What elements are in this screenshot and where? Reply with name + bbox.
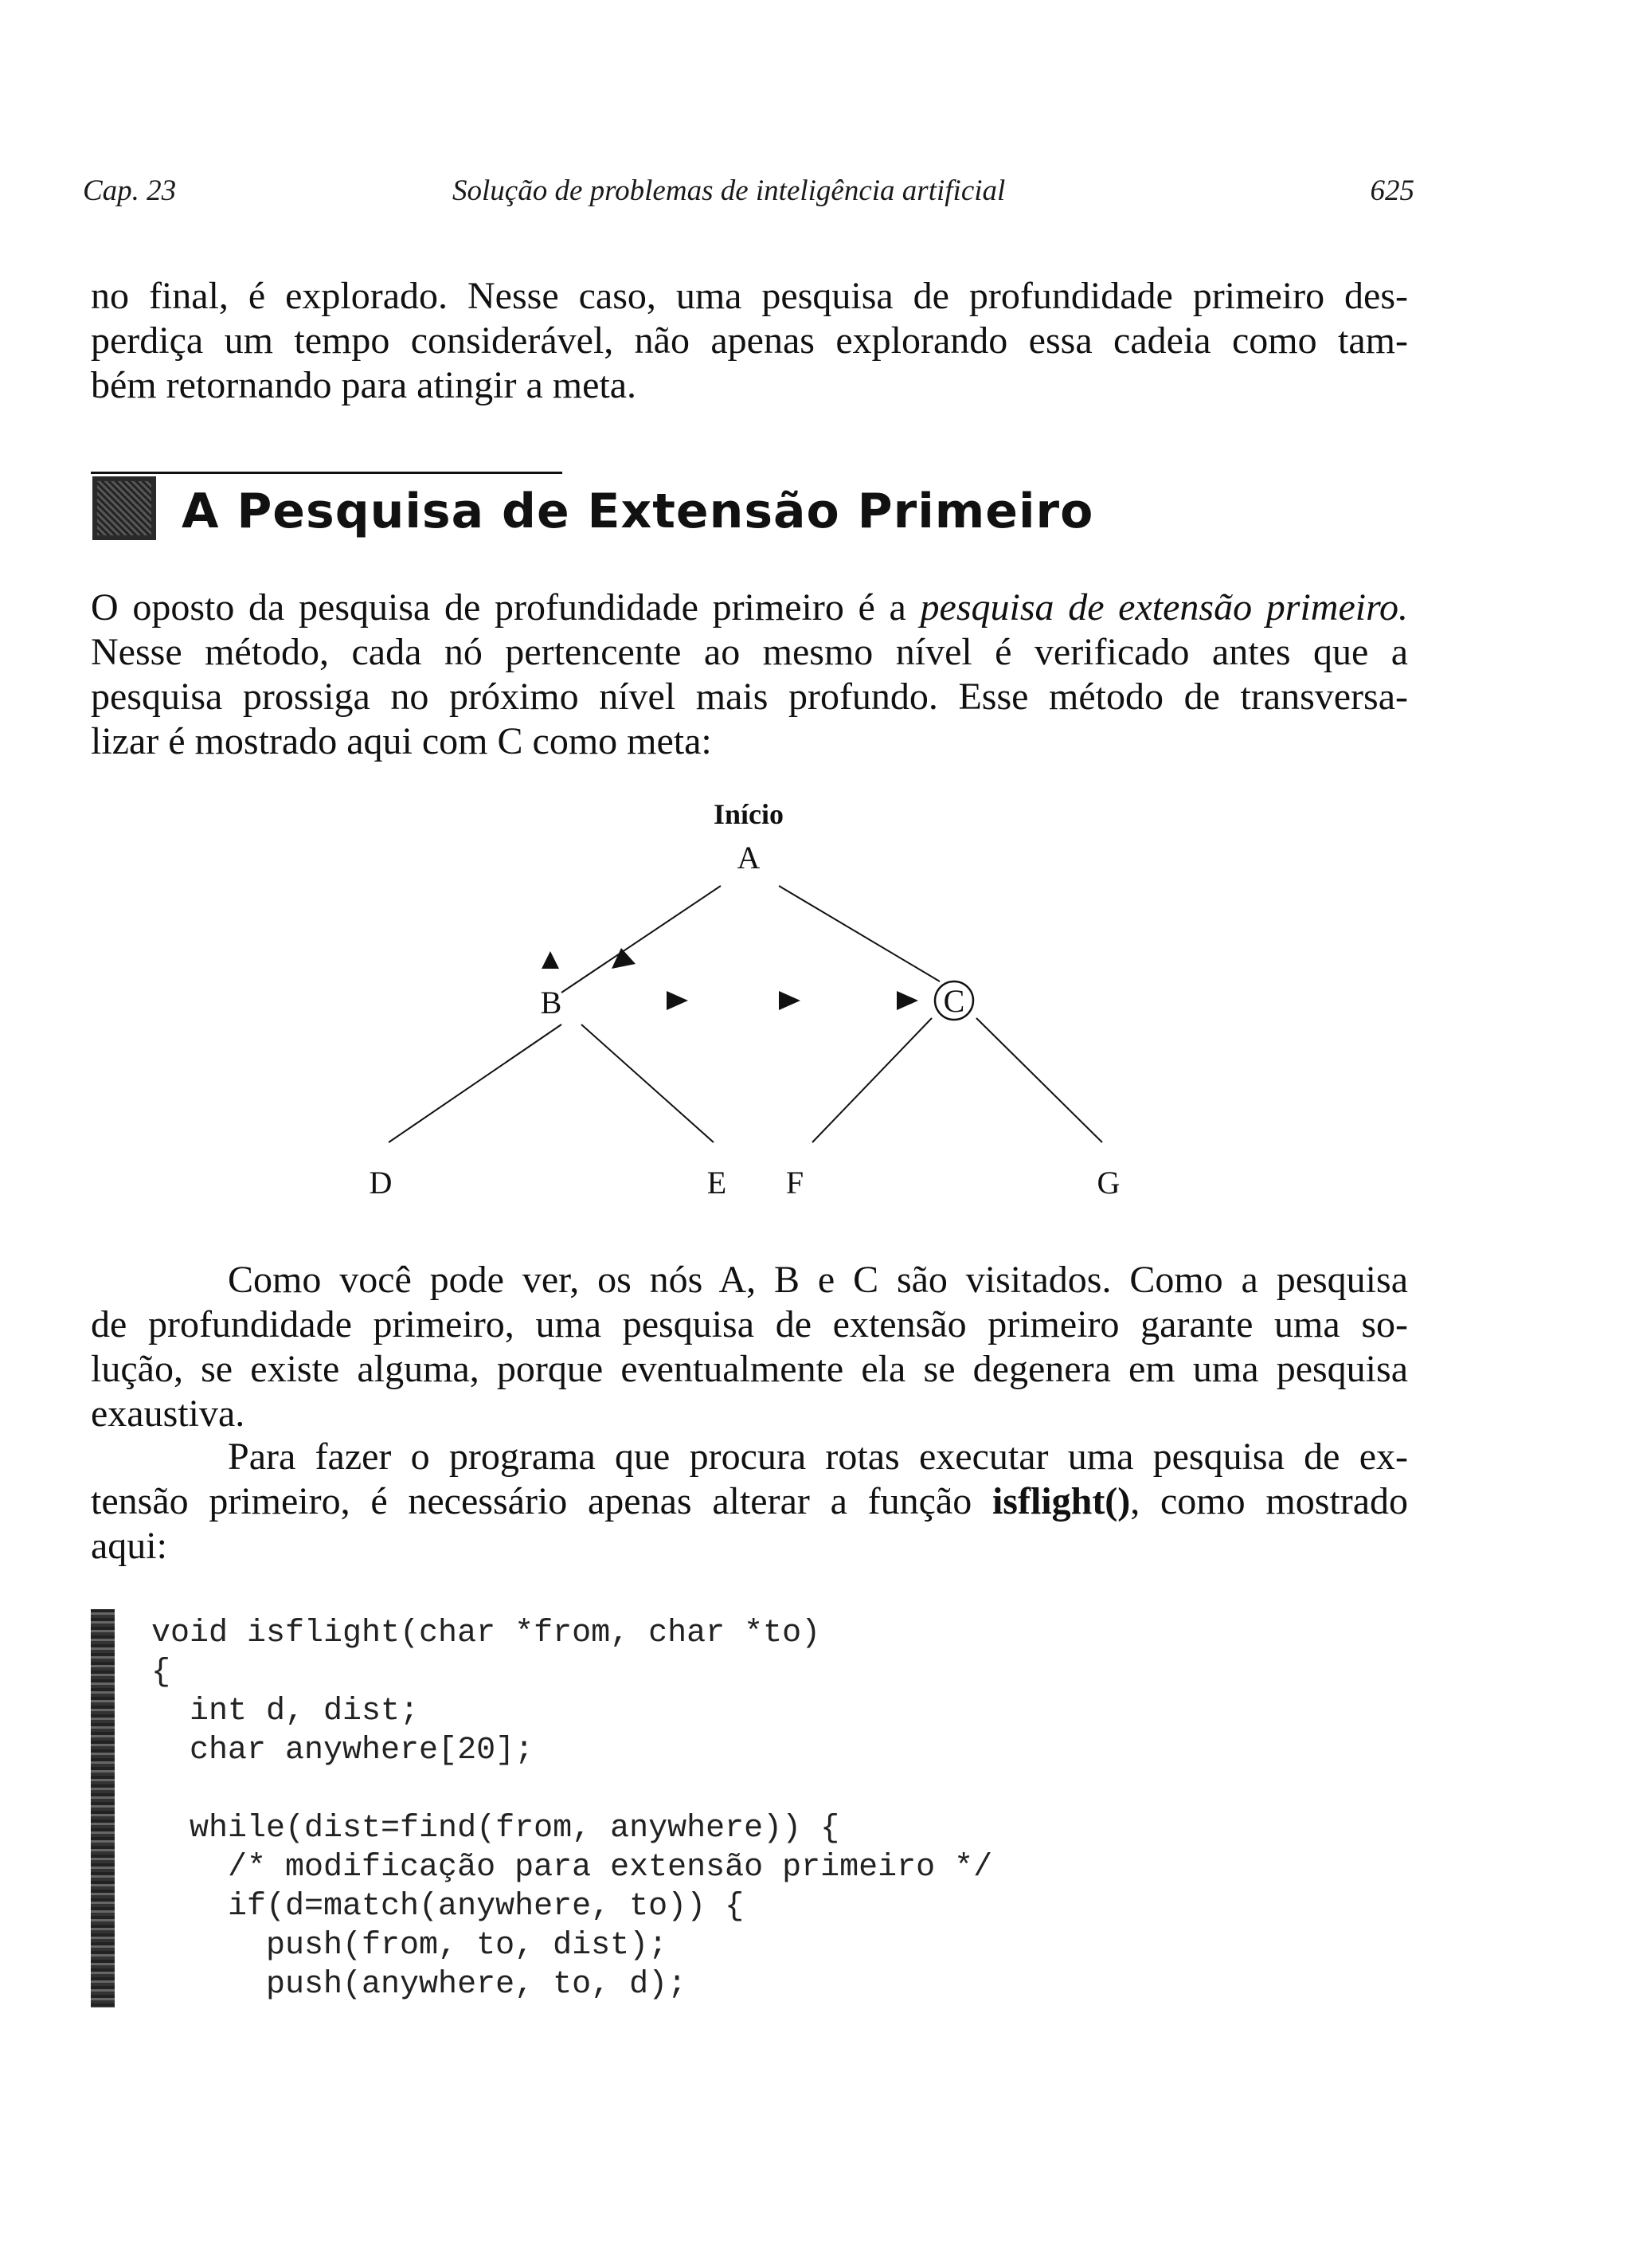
node-a: A bbox=[737, 840, 761, 875]
node-d: D bbox=[369, 1165, 393, 1201]
arrow-up-icon bbox=[542, 951, 559, 969]
arrow-right-icon bbox=[897, 991, 918, 1010]
text-line: Como você pode ver, os nós A, B e C são visitados. Como a pesquisa bbox=[228, 1259, 1408, 1301]
chapter-title: Solução de problemas de inteligência artificial bbox=[452, 174, 1006, 207]
paragraph-definition bbox=[91, 586, 1408, 764]
text-line: Para fazer o programa que procura rotas executar uma pesquisa de ex- bbox=[228, 1436, 1408, 1478]
section-marker-icon bbox=[92, 476, 156, 540]
running-header bbox=[83, 174, 1414, 221]
edge-c-g bbox=[976, 1018, 1102, 1142]
node-f: F bbox=[785, 1165, 804, 1201]
code-line: if(d=match(anywhere, to)) { bbox=[151, 1889, 745, 1925]
tree-svg bbox=[319, 789, 1195, 1235]
paragraph-code-intro bbox=[91, 1435, 1408, 1569]
text-line: aqui: bbox=[91, 1525, 167, 1567]
arrow-right-icon bbox=[667, 991, 688, 1010]
text-line bbox=[91, 586, 1408, 630]
text-run: , como mostrado bbox=[1130, 1480, 1409, 1522]
code-line: { bbox=[151, 1655, 171, 1690]
emphasis-term: pesquisa de extensão primeiro. bbox=[920, 586, 1409, 629]
edge-b-d bbox=[389, 1024, 561, 1142]
start-label: Início bbox=[713, 798, 784, 830]
code-line: char anywhere[20]; bbox=[151, 1733, 534, 1769]
text-line: no final, é explorado. Nesse caso, uma pesquisa de profundidade primeiro des- bbox=[91, 275, 1408, 317]
node-b: B bbox=[540, 985, 562, 1020]
section-rule bbox=[91, 472, 562, 474]
arrow-up-icon bbox=[612, 948, 636, 969]
breadth-first-tree-diagram bbox=[319, 789, 1195, 1235]
text-run: O oposto da pesquisa de profundidade primeiro é a bbox=[91, 586, 921, 629]
section-heading: A Pesquisa de Extensão Primeiro bbox=[182, 484, 1094, 539]
code-line: push(from, to, dist); bbox=[151, 1928, 668, 1964]
function-name: isflight() bbox=[992, 1480, 1131, 1522]
edge-b-e bbox=[581, 1024, 714, 1142]
text-line: de profundidade primeiro, uma pesquisa de extensão primeiro garante uma so- bbox=[91, 1303, 1408, 1346]
page-number: 625 bbox=[1370, 174, 1414, 207]
text-line bbox=[91, 1479, 1408, 1524]
code-line bbox=[151, 1770, 992, 1809]
edge-a-b bbox=[561, 886, 721, 993]
node-e: E bbox=[706, 1165, 727, 1201]
text-run: tensão primeiro, é necessário apenas alterar a função bbox=[91, 1480, 992, 1522]
code-line: int d, dist; bbox=[151, 1694, 420, 1729]
edge-a-c bbox=[779, 886, 940, 981]
paragraph-explanation bbox=[91, 1258, 1408, 1436]
code-line: push(anywhere, to, d); bbox=[151, 1967, 687, 2003]
text-line: perdiça um tempo considerável, não apenas explorando essa cadeia como tam- bbox=[91, 319, 1408, 362]
text-line: Nesse método, cada nó pertencente ao mesmo nível é verificado antes que a bbox=[91, 631, 1408, 673]
text-line: lução, se existe alguma, porque eventualmente ela se degenera em uma pesquisa bbox=[91, 1348, 1408, 1390]
paragraph-intro bbox=[91, 274, 1408, 408]
edge-c-f bbox=[812, 1018, 932, 1142]
chapter-label: Cap. 23 bbox=[83, 174, 177, 207]
code-margin-bar bbox=[91, 1609, 115, 2008]
code-line: while(dist=find(from, anywhere)) { bbox=[151, 1811, 840, 1847]
text-line: pesquisa prossiga no próximo nível mais profundo. Esse método de transversa- bbox=[91, 676, 1408, 718]
arrow-right-icon bbox=[779, 991, 800, 1010]
text-line: exaustiva. bbox=[91, 1393, 245, 1435]
code-line: /* modificação para extensão primeiro */ bbox=[151, 1850, 993, 1886]
node-c: C bbox=[943, 983, 965, 1019]
code-listing bbox=[151, 1614, 992, 2004]
code-line: void isflight(char *from, char *to) bbox=[151, 1616, 821, 1651]
node-g: G bbox=[1097, 1165, 1121, 1201]
text-line: bém retornando para atingir a meta. bbox=[91, 364, 637, 406]
text-line: lizar é mostrado aqui com C como meta: bbox=[91, 720, 712, 762]
